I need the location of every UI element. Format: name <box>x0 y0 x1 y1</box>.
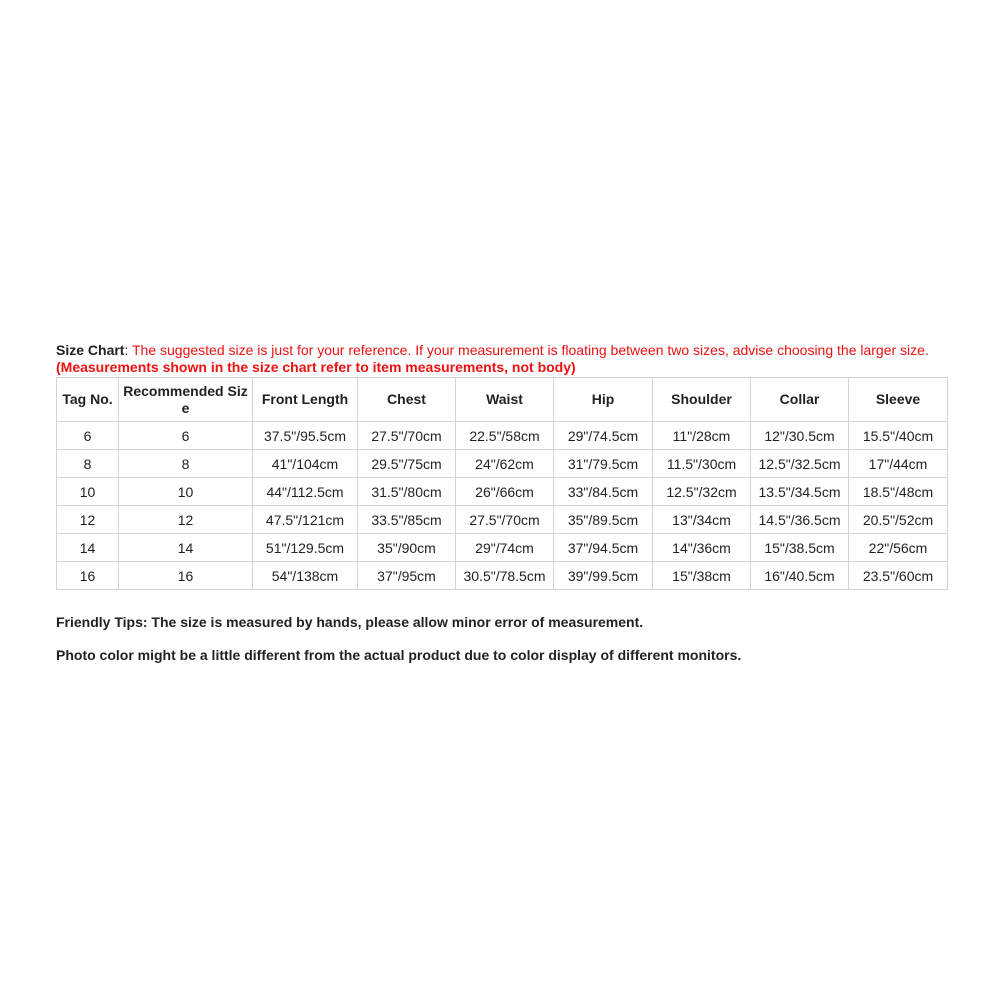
cell-waist: 27.5"/70cm <box>456 506 554 534</box>
cell-hip: 37"/94.5cm <box>554 534 653 562</box>
cell-front-length: 44"/112.5cm <box>253 478 358 506</box>
size-chart-separator: : <box>124 342 132 358</box>
cell-recommended-size: 12 <box>119 506 253 534</box>
friendly-tips <box>56 614 948 664</box>
cell-hip: 33"/84.5cm <box>554 478 653 506</box>
cell-front-length: 37.5"/95.5cm <box>253 422 358 450</box>
cell-sleeve: 20.5"/52cm <box>849 506 948 534</box>
cell-hip: 31"/79.5cm <box>554 450 653 478</box>
cell-tag-no: 16 <box>57 562 119 590</box>
cell-collar: 16"/40.5cm <box>751 562 849 590</box>
cell-tag-no: 12 <box>57 506 119 534</box>
cell-waist: 30.5"/78.5cm <box>456 562 554 590</box>
measurement-note: (Measurements shown in the size chart refer to item measurements, not body) <box>56 359 576 375</box>
header-shoulder: Shoulder <box>653 378 751 422</box>
cell-recommended-size: 6 <box>119 422 253 450</box>
cell-chest: 37"/95cm <box>358 562 456 590</box>
cell-collar: 15"/38.5cm <box>751 534 849 562</box>
cell-chest: 31.5"/80cm <box>358 478 456 506</box>
cell-tag-no: 14 <box>57 534 119 562</box>
cell-hip: 39"/99.5cm <box>554 562 653 590</box>
size-chart-label: Size Chart <box>56 342 125 358</box>
header-waist: Waist <box>456 378 554 422</box>
header-chest: Chest <box>358 378 456 422</box>
size-chart-section <box>56 342 948 680</box>
cell-recommended-size: 10 <box>119 478 253 506</box>
cell-hip: 35"/89.5cm <box>554 506 653 534</box>
cell-shoulder: 11"/28cm <box>653 422 751 450</box>
size-chart-table <box>56 377 948 590</box>
cell-collar: 13.5"/34.5cm <box>751 478 849 506</box>
header-collar: Collar <box>751 378 849 422</box>
cell-recommended-size: 16 <box>119 562 253 590</box>
cell-shoulder: 11.5"/30cm <box>653 450 751 478</box>
table-row <box>57 506 948 534</box>
cell-recommended-size: 8 <box>119 450 253 478</box>
cell-collar: 12"/30.5cm <box>751 422 849 450</box>
header-front-length: Front Length <box>253 378 358 422</box>
cell-waist: 24"/62cm <box>456 450 554 478</box>
cell-waist: 26"/66cm <box>456 478 554 506</box>
table-header-row <box>57 378 948 422</box>
table-row <box>57 478 948 506</box>
header-recommended-size: Recommended Size <box>119 378 253 422</box>
cell-shoulder: 15"/38cm <box>653 562 751 590</box>
cell-front-length: 54"/138cm <box>253 562 358 590</box>
size-reference-note: The suggested size is just for your reference. If your measurement is floating between two sizes, advise choosing the larger size. <box>132 342 929 358</box>
table-row <box>57 534 948 562</box>
cell-tag-no: 10 <box>57 478 119 506</box>
cell-shoulder: 12.5"/32cm <box>653 478 751 506</box>
size-chart-intro <box>56 342 948 376</box>
cell-collar: 14.5"/36.5cm <box>751 506 849 534</box>
cell-tag-no: 6 <box>57 422 119 450</box>
cell-front-length: 47.5"/121cm <box>253 506 358 534</box>
header-hip: Hip <box>554 378 653 422</box>
cell-front-length: 51"/129.5cm <box>253 534 358 562</box>
header-tag-no: Tag No. <box>57 378 119 422</box>
cell-shoulder: 13"/34cm <box>653 506 751 534</box>
cell-chest: 27.5"/70cm <box>358 422 456 450</box>
cell-collar: 12.5"/32.5cm <box>751 450 849 478</box>
cell-sleeve: 15.5"/40cm <box>849 422 948 450</box>
table-row <box>57 562 948 590</box>
tip-photo-color: Photo color might be a little different from the actual product due to color display of different monitors. <box>56 647 742 663</box>
cell-waist: 22.5"/58cm <box>456 422 554 450</box>
tip-measurement: Friendly Tips: The size is measured by hands, please allow minor error of measurement. <box>56 614 644 630</box>
cell-sleeve: 17"/44cm <box>849 450 948 478</box>
cell-chest: 29.5"/75cm <box>358 450 456 478</box>
cell-chest: 33.5"/85cm <box>358 506 456 534</box>
cell-sleeve: 23.5"/60cm <box>849 562 948 590</box>
table-row <box>57 450 948 478</box>
cell-sleeve: 22"/56cm <box>849 534 948 562</box>
cell-waist: 29"/74cm <box>456 534 554 562</box>
cell-sleeve: 18.5"/48cm <box>849 478 948 506</box>
cell-hip: 29"/74.5cm <box>554 422 653 450</box>
cell-front-length: 41"/104cm <box>253 450 358 478</box>
cell-recommended-size: 14 <box>119 534 253 562</box>
table-row <box>57 422 948 450</box>
cell-shoulder: 14"/36cm <box>653 534 751 562</box>
cell-tag-no: 8 <box>57 450 119 478</box>
cell-chest: 35"/90cm <box>358 534 456 562</box>
header-sleeve: Sleeve <box>849 378 948 422</box>
